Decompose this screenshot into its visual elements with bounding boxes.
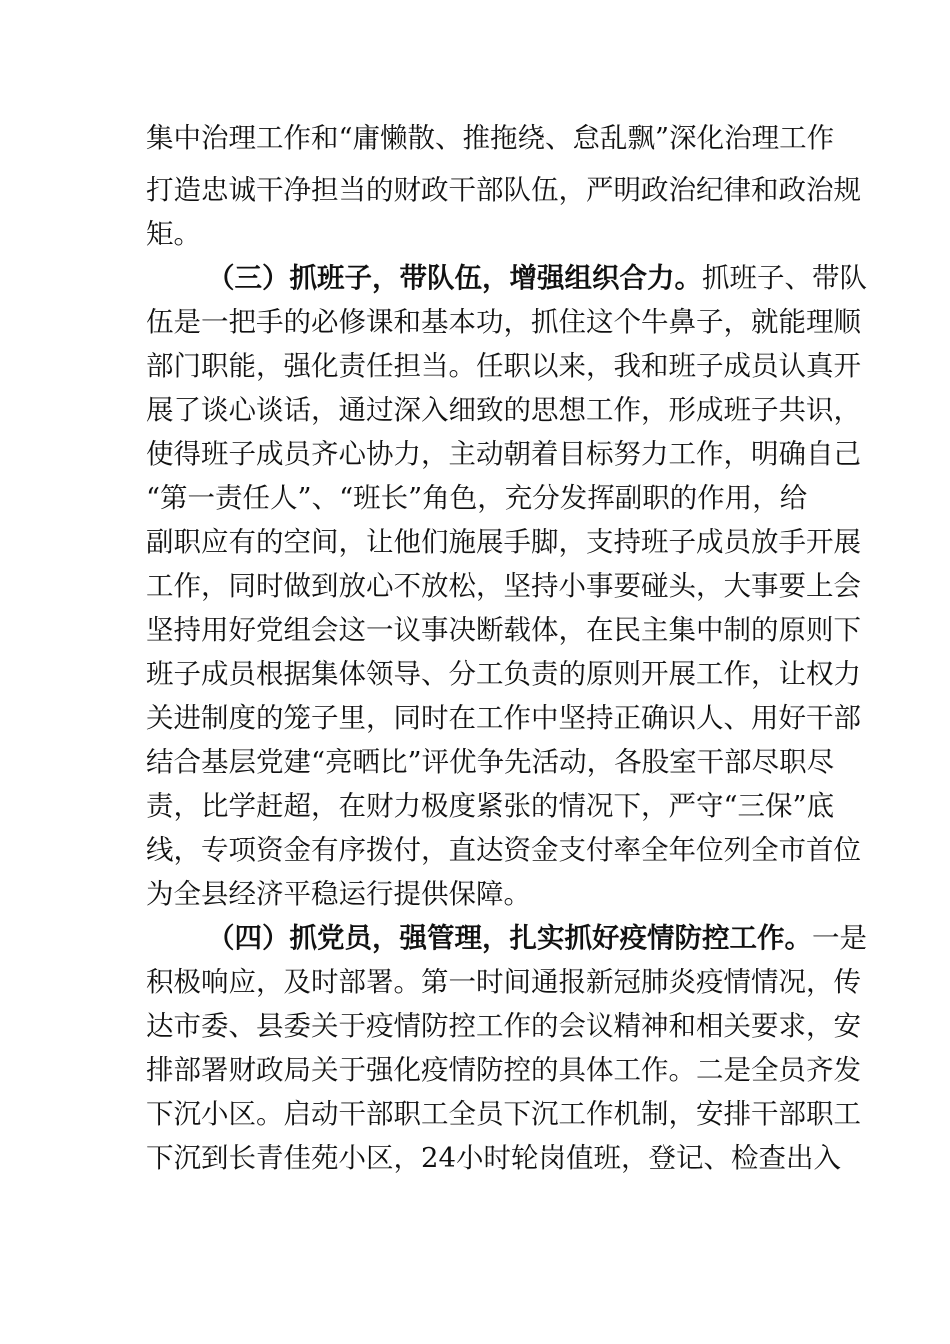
text-line: 使得班子成员齐心协力，主动朝着目标努力工作，明确自己: [146, 438, 861, 470]
section-heading-line: （四）抓党员，强管理，扎实抓好疫情防控工作。一是: [207, 922, 867, 954]
text-line: 打造忠诚干净担当的财政干部队伍，严明政治纪律和政治规: [146, 174, 861, 206]
text-line: 展了谈心谈话，通过深入细致的思想工作，形成班子共识，: [146, 394, 861, 426]
text-line: 责，比学赶超，在财力极度紧张的情况下，严守“三保”底: [146, 790, 835, 822]
section-heading-line: （三）抓班子，带队伍，增强组织合力。抓班子、带队: [207, 262, 867, 294]
text-line: 下沉到长青佳苑小区，24小时轮岗值班，登记、检查出入: [146, 1142, 841, 1174]
text-line: 排部署财政局关于强化疫情防控的具体工作。二是全员齐发: [146, 1054, 861, 1086]
section-heading: （四）抓党员，强管理，扎实抓好疫情防控工作。: [207, 922, 812, 954]
text-line: 坚持用好党组会这一议事决断载体，在民主集中制的原则下: [146, 614, 861, 646]
text-line: 副职应有的空间，让他们施展手脚，支持班子成员放手开展: [146, 526, 861, 558]
text-line: 矩。: [146, 218, 201, 250]
text-line: 工作，同时做到放心不放松，坚持小事要碰头，大事要上会: [146, 570, 861, 602]
text-line: 为全县经济平稳运行提供保障。: [146, 878, 531, 910]
text-line: 部门职能，强化责任担当。任职以来，我和班子成员认真开: [146, 350, 861, 382]
section-heading: （三）抓班子，带队伍，增强组织合力。: [207, 262, 702, 294]
text-line: 关进制度的笼子里，同时在工作中坚持正确识人、用好干部: [146, 702, 861, 734]
text-line: “第一责任人”、“班长”角色，充分发挥副职的作用，给: [146, 482, 808, 514]
text-line: 结合基层党建“亮晒比”评优争先活动，各股室干部尽职尽: [146, 746, 835, 778]
text-line: 积极响应，及时部署。第一时间通报新冠肺炎疫情情况，传: [146, 966, 861, 998]
text-line: 班子成员根据集体领导、分工负责的原则开展工作，让权力: [146, 658, 861, 690]
text-line: 达市委、县委关于疫情防控工作的会议精神和相关要求，安: [146, 1010, 861, 1042]
text-line: 伍是一把手的必修课和基本功，抓住这个牛鼻子，就能理顺: [146, 306, 861, 338]
text-line: 集中治理工作和“庸懒散、推拖绕、怠乱飘”深化治理工作: [146, 122, 835, 154]
text-line: 线，专项资金有序拨付，直达资金支付率全年位列全市首位: [146, 834, 861, 866]
text-line: 下沉小区。启动干部职工全员下沉工作机制，安排干部职工: [146, 1098, 861, 1130]
